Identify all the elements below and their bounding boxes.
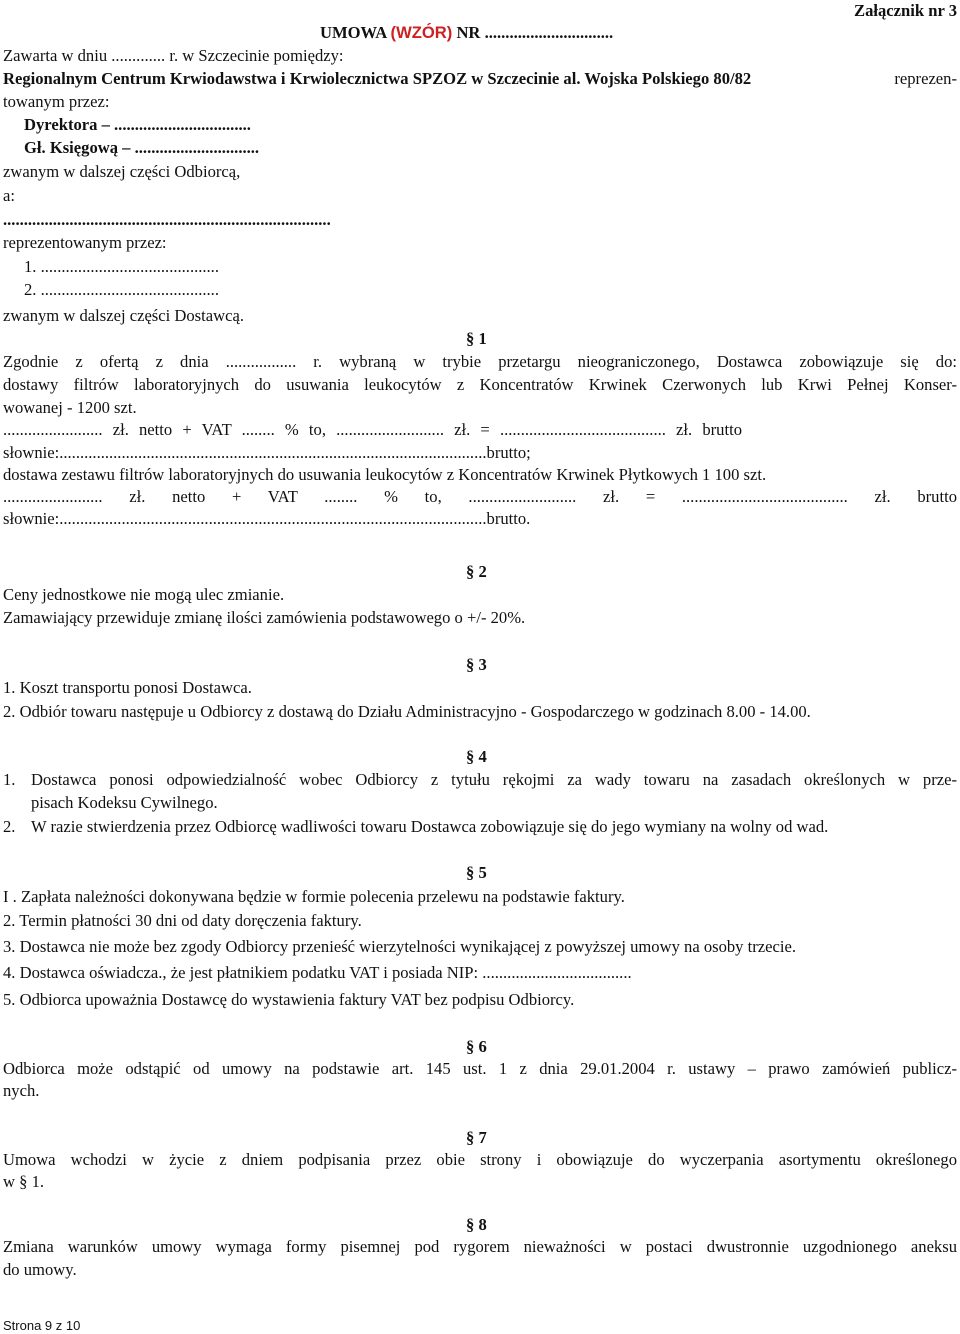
title-prefix: UMOWA: [320, 23, 387, 42]
s6-line1: Odbiorca może odstąpić od umowy na podstawie art. 145 ust. 1 z dnia 29.01.2004 r. ustawy – prawo zamówień publicz-: [3, 1059, 957, 1078]
s2-line2: Zamawiający przewiduje zmianę ilości zamówienia podstawowego o +/- 20%.: [3, 608, 526, 627]
title-paren-close: ): [446, 23, 453, 42]
s7-line2: w § 1.: [3, 1172, 45, 1191]
rep2-line: 2. ...........................................: [24, 280, 219, 299]
title-suffix: NR ...............................: [456, 23, 614, 42]
s4-line2: W razie stwierdzenia przez Odbiorcę wadliwości towaru Dostawca zobowiązuje się do jego wymiany na wolny od wad.: [31, 817, 829, 836]
s1-line1: Zgodnie z ofertą z dnia ................. r. wybraną w trybie przetargu nieograniczonego, Dostawca zobowiązuje się do:: [3, 352, 957, 371]
title-paren-open: (: [390, 23, 397, 42]
s5-line4: 4. Dostawca oświadcza., że jest płatnikiem podatku VAT i posiada NIP: ....................................: [3, 963, 632, 982]
s1-line8: słownie:.......................................................................................................brutto.: [3, 509, 531, 528]
s8-line2: do umowy.: [3, 1260, 77, 1279]
rep1-line: 1. ...........................................: [24, 257, 219, 276]
s1-line4: ........................ zł. netto + VAT ........ % to, .......................... zł. = ........................................ zł. brutto: [3, 420, 742, 439]
party1-tail: reprezen-: [894, 69, 957, 88]
section-8-heading: § 8: [466, 1215, 487, 1234]
s1-line5: słownie:.......................................................................................................brutto;: [3, 443, 531, 462]
section-5-heading: § 5: [466, 863, 487, 882]
and-label: a:: [3, 186, 15, 205]
section-4-heading: § 4: [466, 747, 487, 766]
s1-line2: dostawy filtrów laboratoryjnych do usuwania leukocytów z Koncentratów Krwinek Czerwonych lub Krwi Pełnej Konser-: [3, 375, 957, 394]
annex-label: Załącznik nr 3: [854, 1, 957, 20]
party1-line1: [3, 68, 957, 90]
accountant-line: Gł. Księgową – ..............................: [24, 138, 260, 157]
s2-line1: Ceny jednostkowe nie mogą ulec zmianie.: [3, 585, 285, 604]
page-footer: Strona 9 z 10: [3, 1318, 81, 1333]
s7-line1: Umowa wchodzi w życie z dniem podpisania przez obie strony i obowiązuje do wyczerpania asortymentu określonego: [3, 1150, 957, 1169]
buyer-label: zwanym w dalszej części Odbiorcą,: [3, 162, 241, 181]
s3-line2: 2. Odbiór towaru następuje u Odbiorcy z dostawą do Działu Administracyjno - Gospodarczego w godzinach 8.00 - 14.00.: [3, 702, 811, 721]
s5-line1: I . Zapłata należności dokonywana będzie w formie polecenia przelewu na podstawie faktury.: [3, 887, 625, 906]
title-draft: WZÓR: [396, 23, 447, 42]
section-6-heading: § 6: [466, 1037, 487, 1056]
s1-line3: wowanej - 1200 szt.: [3, 398, 137, 417]
party2-line: ...............................................................................: [3, 210, 331, 229]
supplier-label: zwanym w dalszej części Dostawcą.: [3, 306, 244, 325]
party1-line2: towanym przez:: [3, 92, 110, 111]
director-line: Dyrektora – .................................: [24, 115, 251, 134]
s6-line2: nych.: [3, 1081, 40, 1100]
s5-line2: 2. Termin płatności 30 dni od daty doręczenia faktury.: [3, 911, 362, 930]
section-2-heading: § 2: [466, 562, 487, 581]
s1-line7: ........................ zł. netto + VAT ........ % to, .......................... zł. = ........................................ zł. brutto: [3, 487, 957, 506]
represented-label: reprezentowanym przez:: [3, 233, 167, 252]
s1-line6: dostawa zestawu filtrów laboratoryjnych do usuwania leukocytów z Koncentratów Krwinek Płytkowych 1 100 szt.: [3, 465, 767, 484]
contract-title: [320, 22, 613, 44]
s4-line1: Dostawca ponosi odpowiedzialność wobec Odbiorcy z tytułu rękojmi za wady towaru na zasadach określonych w prze-: [31, 770, 957, 789]
section-1-heading: § 1: [466, 329, 487, 348]
s4-line1b: pisach Kodeksu Cywilnego.: [31, 793, 218, 812]
s5-line5: 5. Odbiorca upoważnia Dostawcę do wystawienia faktury VAT bez podpisu Odbiorcy.: [3, 990, 575, 1009]
date-line: Zawarta w dniu ............. r. w Szczecinie pomiędzy:: [3, 46, 344, 65]
s3-line1: 1. Koszt transportu ponosi Dostawca.: [3, 678, 252, 697]
party1-name: Regionalnym Centrum Krwiodawstwa i Krwiolecznictwa SPZOZ w Szczecinie al. Wojska Polskiego 80/82: [3, 69, 752, 88]
s8-line1: Zmiana warunków umowy wymaga formy pisemnej pod rygorem nieważności w postaci dwustronnie uzgodnionego aneksu: [3, 1237, 957, 1256]
s4-num1: 1.: [3, 770, 16, 789]
s4-num2: 2.: [3, 817, 16, 836]
section-7-heading: § 7: [466, 1128, 487, 1147]
section-3-heading: § 3: [466, 655, 487, 674]
s5-line3: 3. Dostawca nie może bez zgody Odbiorcy przenieść wierzytelności wynikającej z powyższej umowy na osoby trzecie.: [3, 937, 796, 956]
